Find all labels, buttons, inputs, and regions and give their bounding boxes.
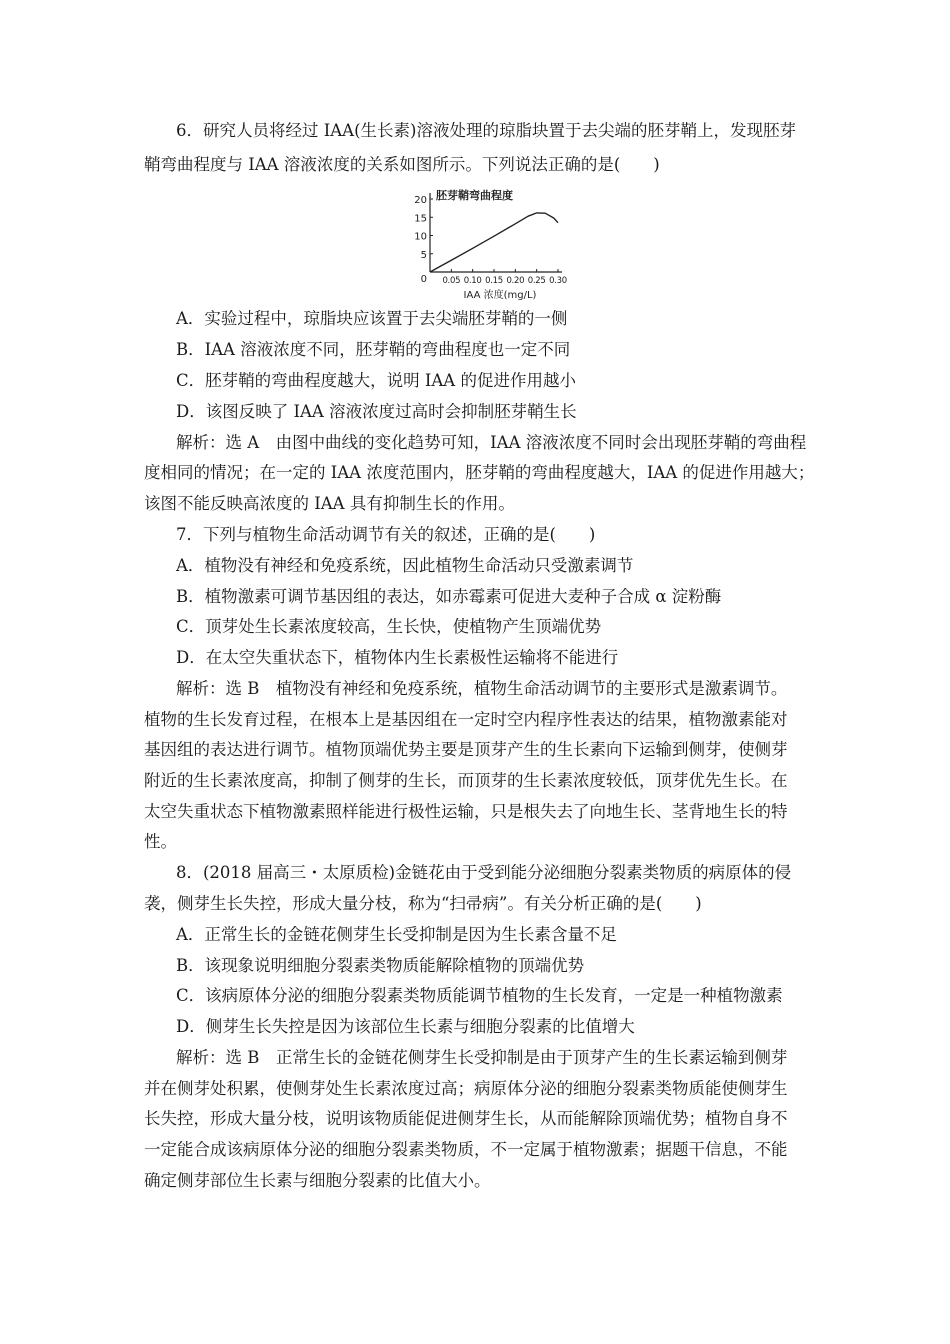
q7-option-b: B．植物激素可调节基因组的表达，如赤霉素可促进大麦种子合成 α 淀粉酶 (176, 587, 722, 606)
q7-analysis-line-2: 植物的生长发育过程，在根本上是基因组在一定时空内程序性表达的结果，植物激素能对 (144, 710, 788, 729)
series-line (430, 213, 558, 272)
x-tick-label: 0.10 (463, 276, 482, 286)
origin-label: 0 (420, 274, 427, 285)
q6-option-d: D．该图反映了 IAA 溶液浓度过高时会抑制胚芽鞘生长 (176, 402, 577, 421)
q6-option-b: B．IAA 溶液浓度不同，胚芽鞘的弯曲程度也一定不同 (176, 340, 571, 359)
q6-stem-line-1: 6．研究人员将经过 IAA(生长素)溶液处理的琼脂块置于去尖端的胚芽鞘上，发现胚芽 (176, 121, 796, 140)
q8-analysis-line-4: 一定能合成该病原体分泌的细胞分裂素类物质，不一定属于植物激素；据题干信息，不能 (144, 1140, 788, 1159)
q6-analysis-line-3: 该图不能反映高浓度的 IAA 具有抑制生长的作用。 (144, 494, 515, 513)
q7-option-a: A．植物没有神经和免疫系统，因此植物生命活动只受激素调节 (176, 556, 634, 575)
q6-analysis-line-2: 度相同的情况；在一定的 IAA 浓度范围内，胚芽鞘的弯曲程度越大，IAA 的促进作用越大； (144, 463, 815, 482)
x-axis-label: IAA 浓度(mg/L) (463, 290, 537, 301)
q6-stem-line-2: 鞘弯曲程度与 IAA 溶液浓度的关系如图所示。下列说法正确的是( ) (144, 155, 660, 174)
q8-analysis-line-2: 并在侧芽处积累，使侧芽处生长素浓度过高；病原体分泌的细胞分裂素类物质能使侧芽生 (144, 1079, 788, 1098)
x-tick-label: 0.15 (485, 276, 503, 286)
q8-option-a: A．正常生长的金链花侧芽生长受抑制是因为生长素含量不足 (176, 925, 617, 944)
q7-analysis-line-3: 基因组的表达进行调节。植物顶端优势主要是顶芽产生的生长素向下运输到侧芽，使侧芽 (144, 740, 788, 759)
q7-analysis-line-1: 解析：选 B 植物没有神经和免疫系统，植物生命活动调节的主要形式是激素调节。 (176, 679, 788, 698)
x-tick-label: 0.20 (506, 276, 525, 286)
y-tick-label: 5 (420, 249, 427, 261)
q8-stem-line-1: 8．(2018 届高三・太原质检)金链花由于受到能分泌细胞分裂素类物质的病原体的侵 (176, 863, 792, 882)
q7-analysis-line-5: 太空失重状态下植物激素照样能进行极性运输，只是根失去了向地生长、茎背地生长的特 (144, 802, 788, 821)
q8-analysis-line-3: 长失控，形成大量分枝，说明该物质能促进侧芽生长，从而能解除顶端优势；植物自身不 (144, 1109, 788, 1128)
q7-option-d: D．在太空失重状态下，植物体内生长素极性运输将不能进行 (176, 648, 619, 667)
q6-option-c: C．胚芽鞘的弯曲程度越大，说明 IAA 的促进作用越小 (176, 371, 576, 390)
q8-option-d: D．侧芽生长失控是因为该部位生长素与细胞分裂素的比值增大 (176, 1017, 635, 1036)
x-tick-label: 0.30 (549, 276, 567, 286)
q8-analysis-line-5: 确定侧芽部位生长素与细胞分裂素的比值大小。 (144, 1171, 491, 1190)
q8-stem-line-2: 袭，侧芽生长失控，形成大量分枝，称为“扫帚病”。有关分析正确的是( ) (144, 894, 702, 913)
q7-analysis-line-6: 性。 (144, 832, 177, 851)
y-tick-label: 10 (414, 231, 427, 243)
q8-analysis-line-1: 解析：选 B 正常生长的金链花侧芽生长受抑制是由于顶芽产生的生长素运输到侧芽 (176, 1048, 788, 1067)
x-tick-label: 0.05 (442, 276, 461, 286)
x-tick-label: 0.25 (527, 276, 546, 286)
y-tick-label: 20 (414, 195, 427, 206)
y-tick-label: 15 (414, 213, 427, 225)
y-axis-label: 胚芽鞘弯曲程度 (436, 189, 513, 202)
q8-option-c: C．该病原体分泌的细胞分裂素类物质能调节植物的生长发育，一定是一种植物激素 (176, 986, 783, 1005)
q7-option-c: C．顶芽处生长素浓度较高，生长快，使植物产生顶端优势 (176, 617, 602, 636)
q7-stem: 7．下列与植物生命活动调节有关的叙述，正确的是( ) (176, 525, 596, 544)
iaa-curvature-chart (402, 185, 582, 303)
q7-analysis-line-4: 附近的生长素浓度高，抑制了侧芽的生长，而顶芽的生长素浓度较低，顶芽优先生长。在 (144, 771, 788, 790)
q6-analysis-line-1: 解析：选 A 由图中曲线的变化趋势可知，IAA 溶液浓度不同时会出现胚芽鞘的弯曲程 (176, 433, 807, 452)
q8-option-b: B．该现象说明细胞分裂素类物质能解除植物的顶端优势 (176, 956, 585, 975)
q6-option-a: A．实验过程中，琼脂块应该置于去尖端胚芽鞘的一侧 (176, 309, 568, 328)
